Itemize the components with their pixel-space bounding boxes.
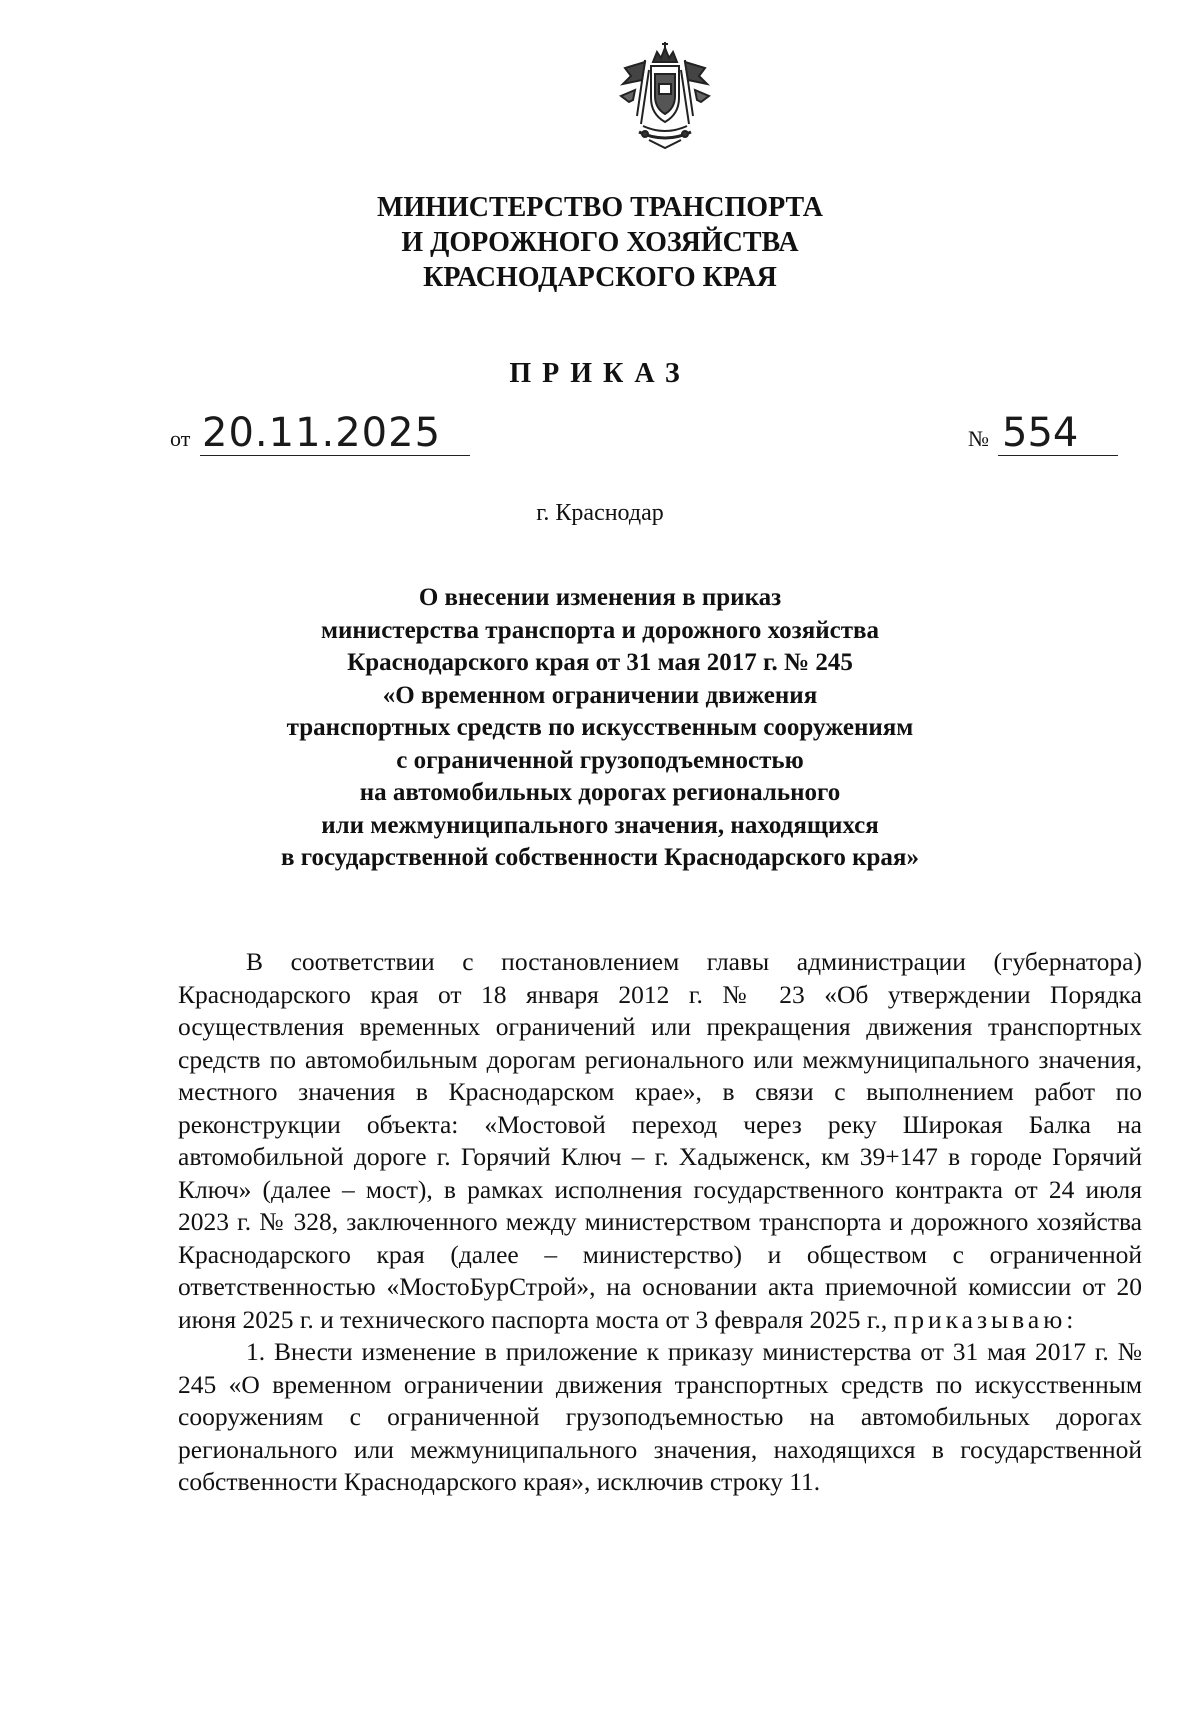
title-line: «О временном ограничении движения [382,681,818,709]
number-prefix: № [968,426,989,451]
title-line: О внесении изменения в приказ [418,584,782,611]
title-line: Краснодарского края от 31 мая 2017 г. № 245 [347,649,853,676]
title-line: в государственной собственности Краснодарского края» [281,844,919,871]
body-paragraph-item-1: 1. Внести изменение в приложение к приказу министерства от 31 мая 2017 г. № 245 «О временном ограничении движения транспортных средств по искусственным сооружениям с ограниченной грузоподъемностью на автомобильных дорогах регионального или межмуниципального значения, находящихся в государственной собственности Краснодарского края», исключив строку 11. [178,1337,1142,1496]
number-handwritten-value: 554 [1002,410,1079,456]
title-line: транспортных средств по искусственным сооружениям [286,714,914,741]
ministry-line: МИНИСТЕРСТВО ТРАНСПОРТА [376,192,824,223]
date-prefix: от [170,426,191,451]
date-handwritten-value: 20.11.2025 [202,410,442,456]
document-title [200,582,1000,875]
title-line: или межмуниципального значения, находящихся [321,811,879,839]
title-line: министерства транспорта и дорожного хозяйства [320,616,880,644]
order-date [170,410,470,462]
preamble-text: В соответствии с постановлением главы администрации (губернатора) Краснодарского края от 18 января 2012 г. № 23 «Об утверждении Порядка осуществления временных ограничений или прекращения движения транспортных средств по автомобильным дорогам регионального или межмуниципального значения, местного значения в Краснодарском крае», в связи с выполнением работ по реконструкции объекта: «Мостовой переход через реку Широкая Балка на автомобильной дороге г. Горячий Ключ – г. Хадыженск, км 39+147 в городе Горячий Ключ» (далее – мост), в рамках исполнения государственного контракта от 24 июля 2023 г. № 328, заключенного между министерством транспорта и дорожного хозяйства Краснодарского края (далее – министерство) и обществом с ограниченной ответственностью «МостоБурСтрой», на основании акта приемочной комиссии от 20 июня 2025 г. и технического паспорта моста от 3 февраля 2025 г., [178,947,1142,1334]
body-paragraph-preamble [178,946,1142,1336]
ministry-line: КРАСНОДАРСКОГО КРАЯ [423,262,777,293]
title-line: с ограниченной грузоподъемностью [396,746,804,774]
document-body [178,946,1142,1499]
krasnodar-krai-coat-of-arms-icon [615,40,715,152]
order-number [968,410,1118,462]
ministry-name [300,190,900,295]
city: г. Краснодар [536,500,664,526]
order-word: приказываю: [893,1304,1078,1334]
ministry-line: И ДОРОЖНОГО ХОЗЯЙСТВА [401,227,799,258]
title-line: на автомобильных дорогах регионального [359,779,841,806]
document-type-heading: ПРИКАЗ [509,358,691,389]
